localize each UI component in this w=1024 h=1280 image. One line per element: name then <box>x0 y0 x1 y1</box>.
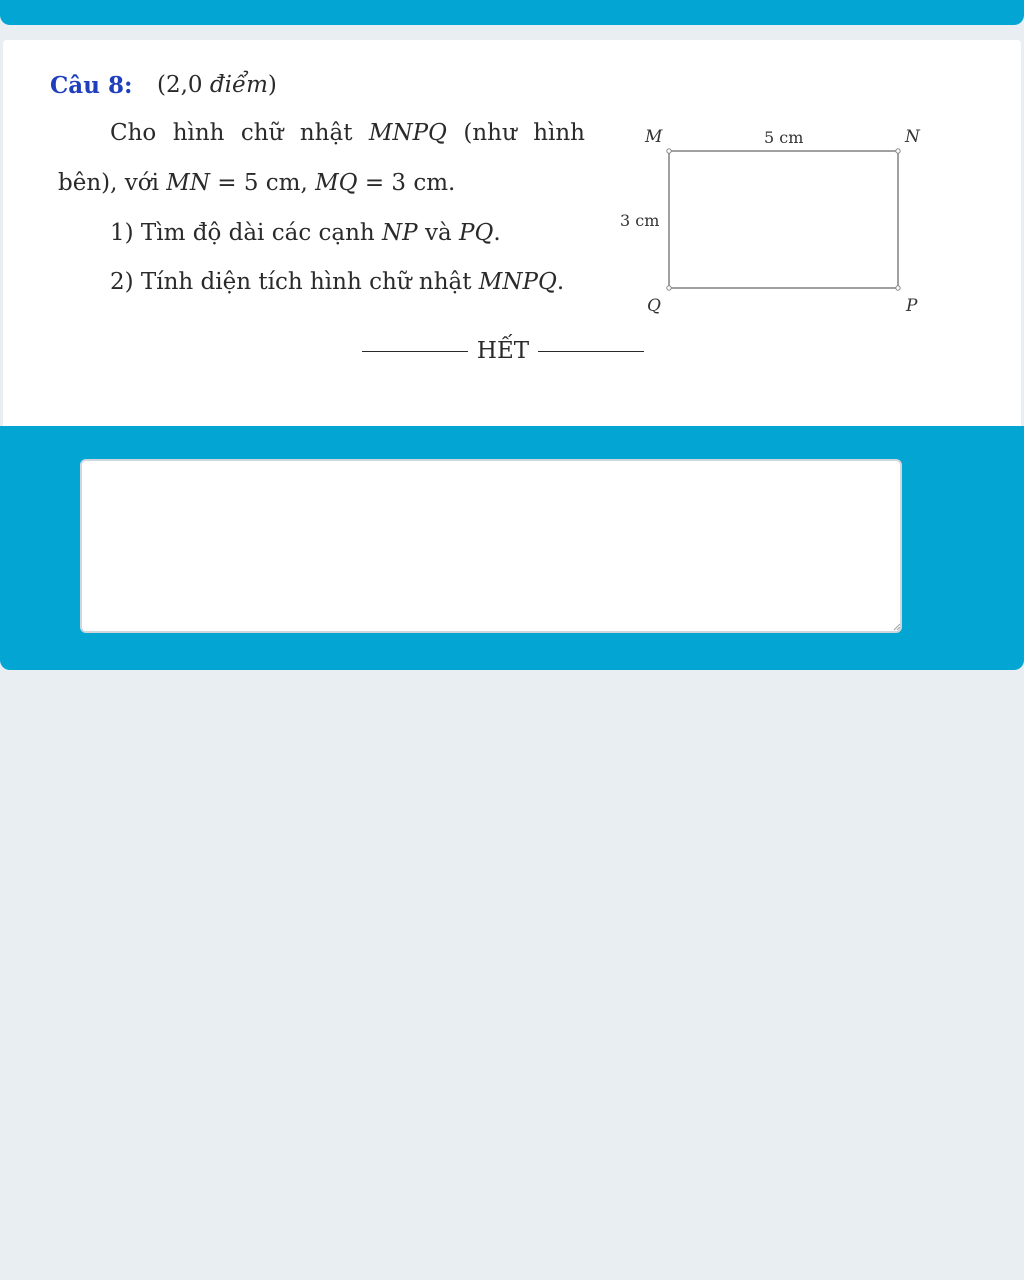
question-points: (2,0 điểm) <box>157 72 277 98</box>
rectangle-mnpq <box>669 151 898 288</box>
side-mq-length: 3 cm <box>620 211 660 230</box>
vertex-q-label: Q <box>647 296 661 316</box>
intro-line-1-text: Cho hình chữ nhật MNPQ (như hình <box>110 120 585 146</box>
task-2: 2) Tính diện tích hình chữ nhật MNPQ. <box>110 269 565 295</box>
end-rule-left <box>362 351 468 352</box>
vertex-n-label: N <box>905 127 920 147</box>
point-q <box>667 286 671 290</box>
answer-input[interactable] <box>80 459 902 633</box>
task-1: 1) Tìm độ dài các cạnh NP và PQ. <box>110 220 501 246</box>
resize-grip-icon[interactable] <box>893 623 901 631</box>
side-mn-length: 5 cm <box>764 128 804 147</box>
point-p <box>896 286 900 290</box>
point-n <box>896 149 900 153</box>
end-rule-right <box>538 351 644 352</box>
point-m <box>667 149 671 153</box>
intro-line-1 <box>110 120 585 146</box>
end-marker <box>358 338 648 364</box>
top-bar <box>0 0 1024 25</box>
vertex-m-label: M <box>645 127 663 147</box>
question-number: Câu 8: <box>50 72 133 99</box>
rectangle-diagram <box>605 115 935 325</box>
intro-line-2: bên), với MN = 5 cm, MQ = 3 cm. <box>58 170 456 196</box>
vertex-p-label: P <box>906 296 918 316</box>
end-text: HẾT <box>476 338 530 364</box>
